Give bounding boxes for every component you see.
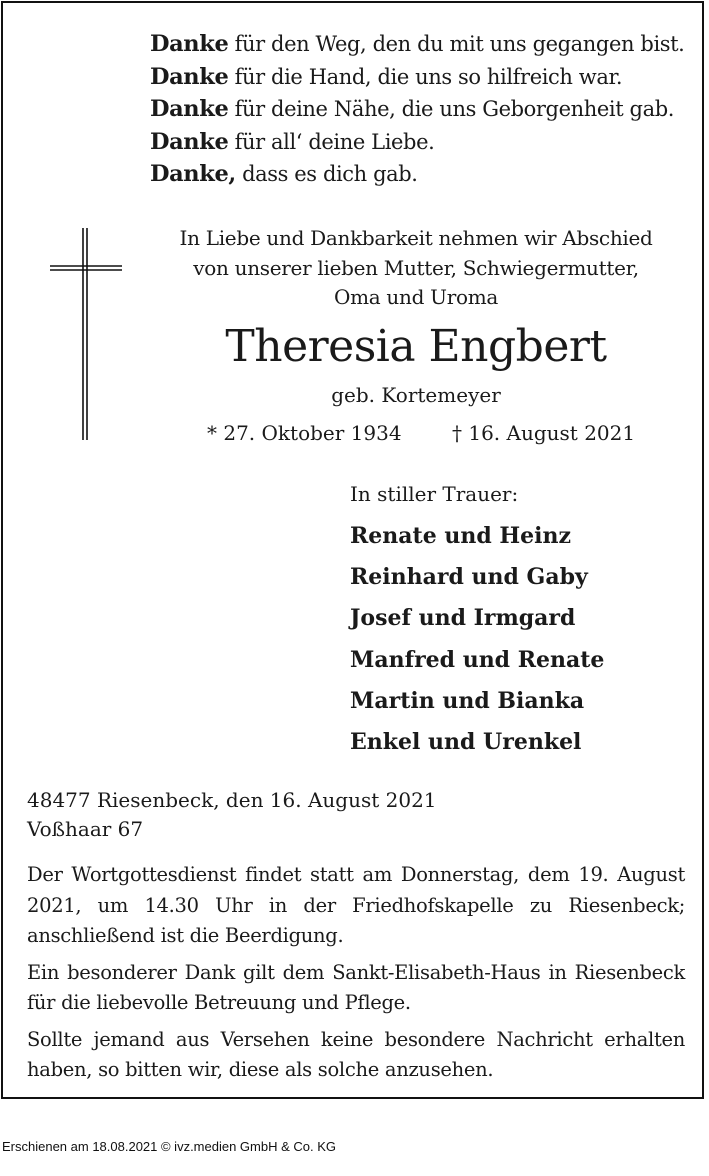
- address-block: [27, 786, 437, 844]
- intro-line: In Liebe und Dankbarkeit nehmen wir Abschied: [179, 226, 653, 250]
- thanks-line: Danke für deine Nähe, die uns Geborgenheit gab.: [150, 96, 675, 122]
- cross-icon: [50, 228, 122, 440]
- farewell-intro: [150, 224, 682, 313]
- thanks-line: Danke für all‘ deine Liebe.: [150, 128, 435, 155]
- mourner-name: Enkel und Urenkel: [350, 729, 582, 756]
- thanks-line: Danke für die Hand, die uns so hilfreich war.: [150, 63, 623, 90]
- notice-note: Sollte jemand aus Versehen keine besondere Nachricht erhalten haben, so bitten wir, diese als solche anzusehen.: [27, 1027, 685, 1081]
- mourner-name: Martin und Bianka: [350, 687, 585, 714]
- deceased-name: Theresia Engbert: [225, 321, 607, 372]
- thanks-verse: [150, 28, 684, 191]
- notes-section: [27, 860, 685, 1092]
- mourning-label: In stiller Trauer:: [350, 482, 519, 506]
- birth-date: * 27. Oktober 1934: [207, 421, 402, 445]
- mourner-name: Reinhard und Gaby: [350, 564, 588, 591]
- intro-line: Oma und Uroma: [333, 285, 498, 309]
- street-address: Voßhaar 67: [27, 817, 144, 841]
- place-date: 48477 Riesenbeck, den 16. August 2021: [27, 788, 437, 812]
- mourner-name: Josef und Irmgard: [350, 605, 576, 632]
- service-note: Der Wortgottesdienst findet statt am Donnerstag, dem 19. August 2021, um 14.30 Uhr in der Friedhofskapelle zu Riesenbeck; anschließend ist die Beerdigung.: [27, 863, 685, 947]
- death-date: † 16. August 2021: [452, 421, 636, 445]
- thanks-line: Danke für den Weg, den du mit uns gegangen bist.: [150, 31, 685, 57]
- thanks-note: Ein besonderer Dank gilt dem Sankt-Elisabeth-Haus in Riesenbeck für die liebevolle Betreuung und Pflege.: [27, 960, 685, 1014]
- birth-name: geb. Kortemeyer: [331, 383, 501, 407]
- mourner-name: Manfred und Renate: [350, 646, 605, 673]
- intro-line: von unserer lieben Mutter, Schwiegermutter,: [193, 255, 639, 280]
- publication-footer: Erschienen am 18.08.2021 © ivz.medien GmbH & Co. KG: [2, 1139, 337, 1154]
- mourners-section: [350, 480, 604, 763]
- thanks-line: Danke, dass es dich gab.: [150, 161, 418, 187]
- mourner-name: Renate und Heinz: [350, 523, 572, 549]
